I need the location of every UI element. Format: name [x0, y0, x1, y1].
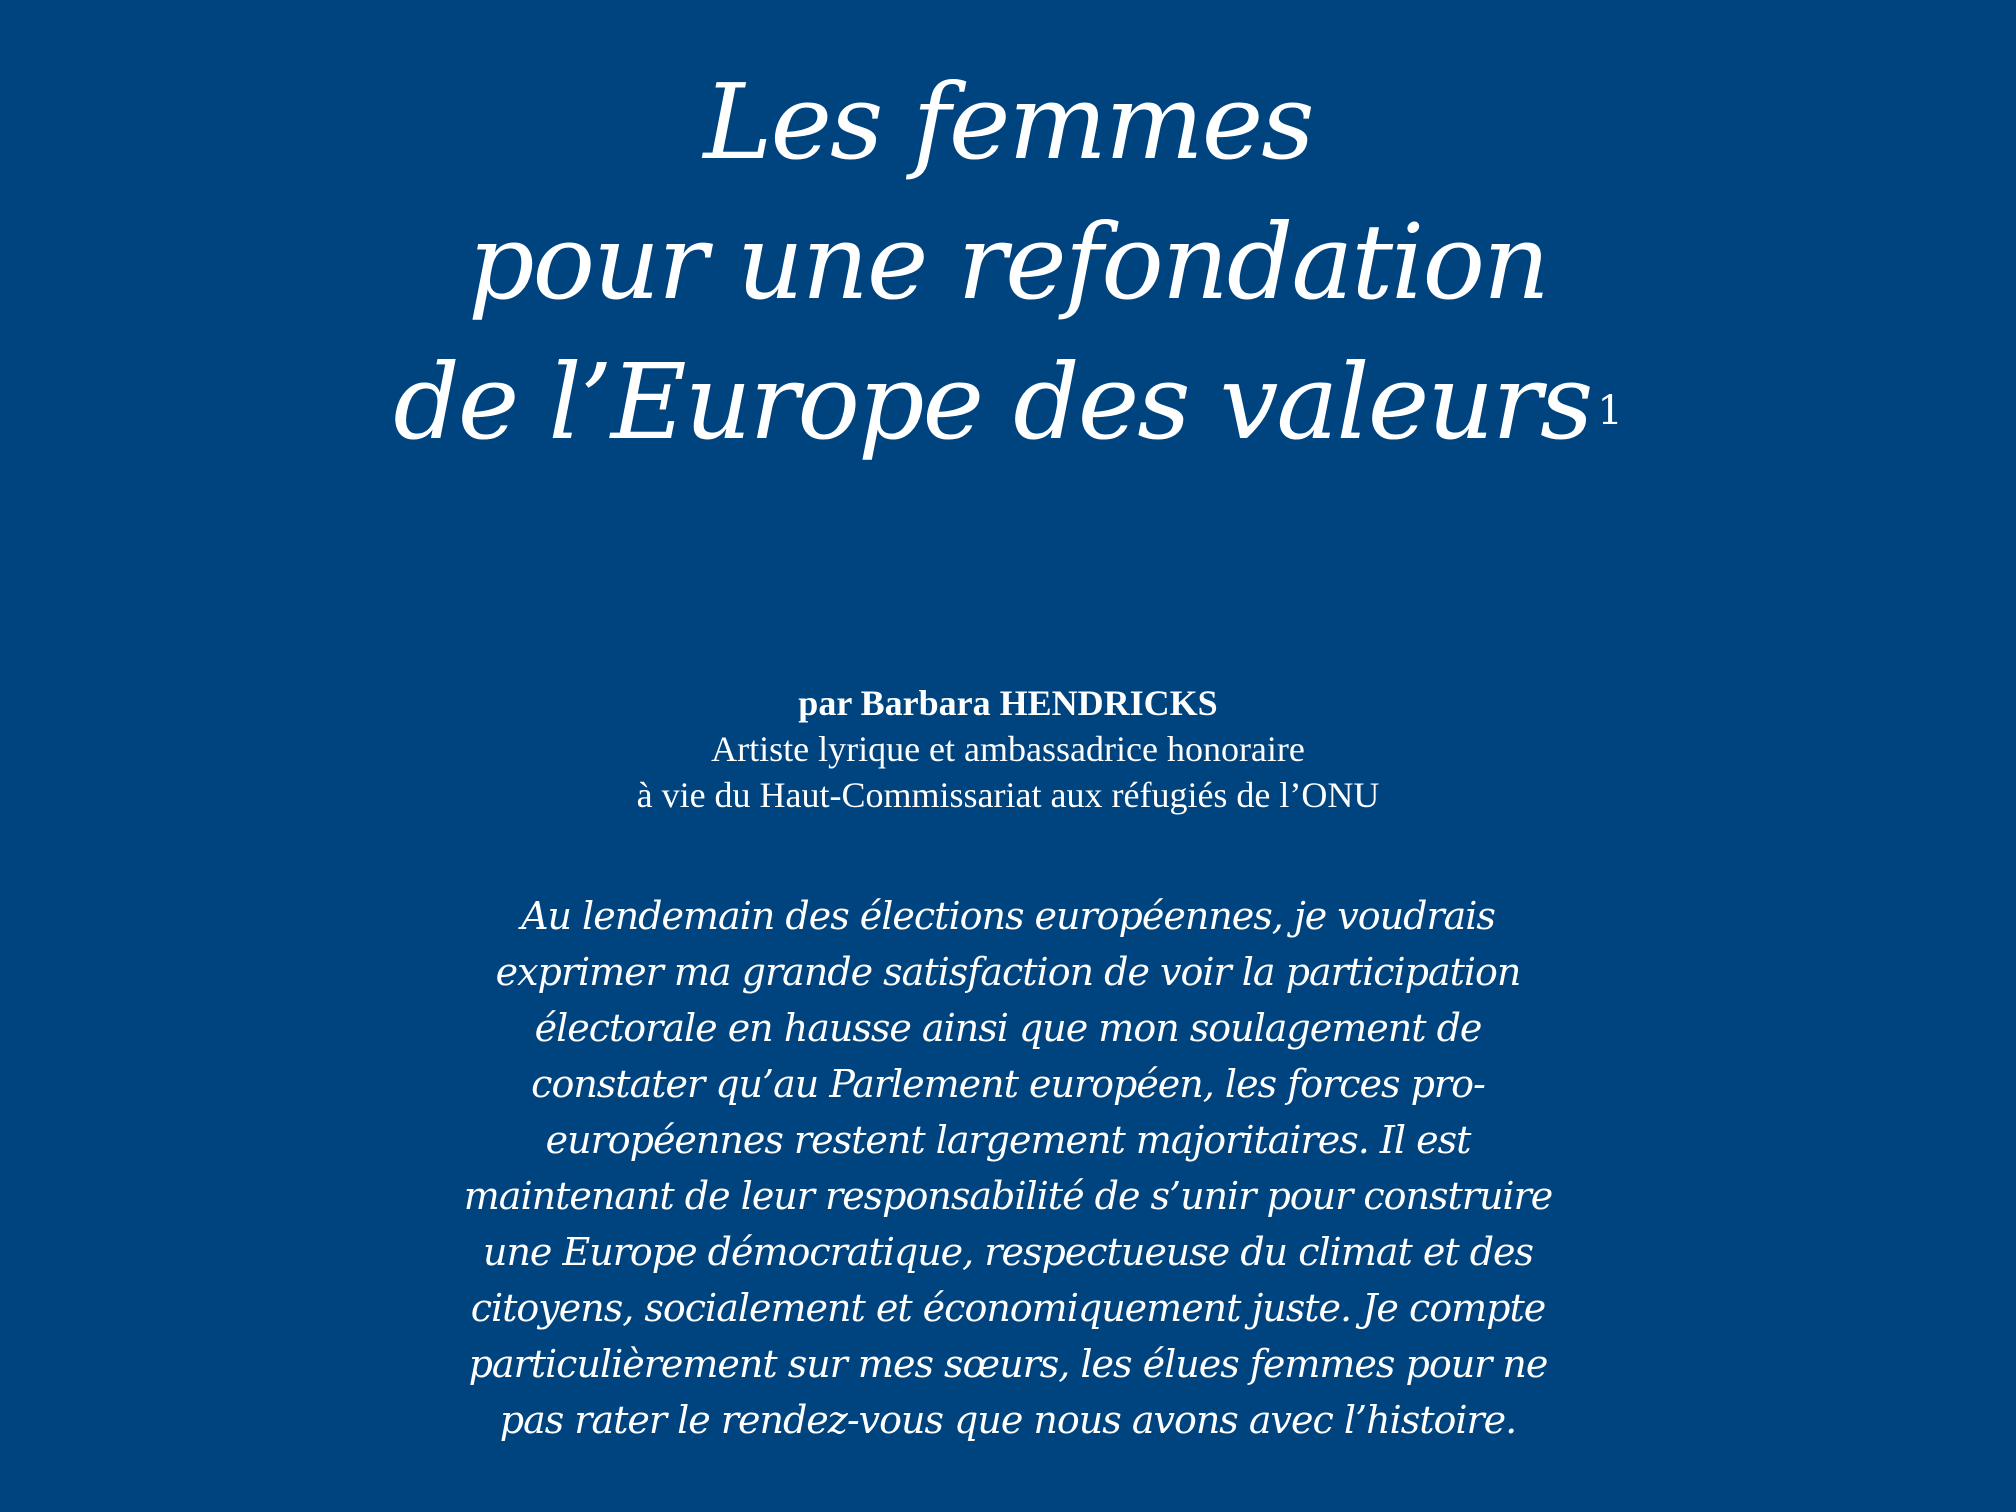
- intro-line-5: européennes restent largement majoritaires. Il est: [545, 1118, 1471, 1162]
- intro-line-3: électorale en hausse ainsi que mon soulagement de: [534, 1006, 1482, 1050]
- intro-line-2: exprimer ma grande satisfaction de voir la participation: [495, 950, 1521, 994]
- title-line-3: [0, 332, 2016, 481]
- title-line-2: pour une refondation: [467, 201, 1549, 323]
- title-footnote-marker: 1: [1597, 388, 1623, 434]
- intro-line-1: Au lendemain des élections européennes, je voudrais: [521, 894, 1495, 938]
- intro-line-7: une Europe démocratique, respectueuse du climat et des: [482, 1230, 1534, 1274]
- intro-line-8: citoyens, socialement et économiquement juste. Je compte: [470, 1286, 1546, 1330]
- byline: [0, 680, 2016, 818]
- intro-line-9: particulièrement sur mes sœurs, les élues femmes pour ne: [468, 1342, 1548, 1386]
- title-line-1: Les femmes: [703, 61, 1313, 183]
- title-line-3-text: de l’Europe des valeurs: [393, 341, 1592, 463]
- intro-paragraph: [400, 888, 1616, 1448]
- intro-line-4: constater qu’au Parlement européen, les forces pro-: [531, 1062, 1485, 1106]
- article-title: [0, 52, 2016, 481]
- author-name: par Barbara HENDRICKS: [798, 683, 1218, 723]
- intro-line-10: pas rater le rendez-vous que nous avons avec l’histoire.: [499, 1398, 1517, 1442]
- author-role-line-2: à vie du Haut-Commissariat aux réfugiés de l’ONU: [636, 775, 1380, 815]
- intro-line-6: maintenant de leur responsabilité de s’unir pour construire: [463, 1174, 1553, 1218]
- author-role-line-1: Artiste lyrique et ambassadrice honoraire: [711, 729, 1305, 769]
